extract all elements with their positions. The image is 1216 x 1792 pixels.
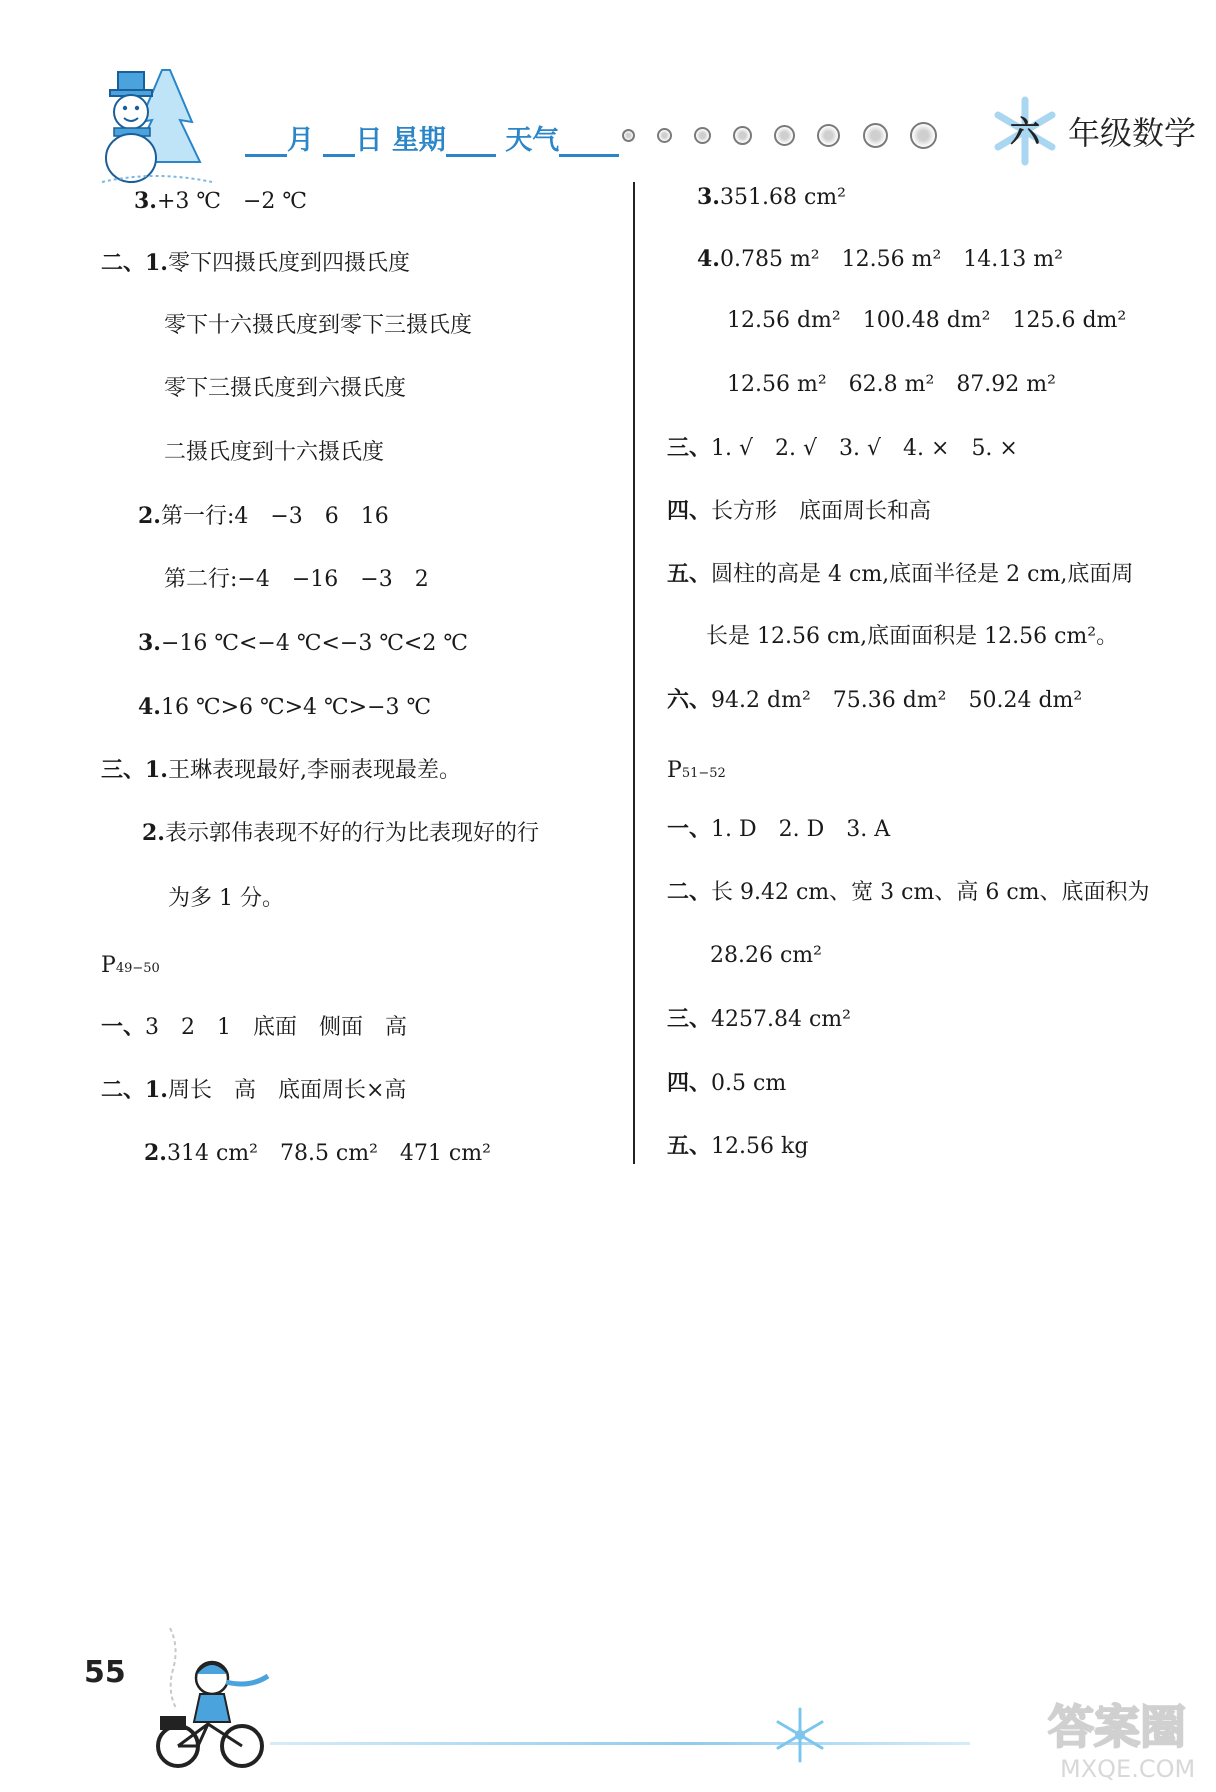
decorative-dots xyxy=(622,122,954,146)
answer-line: 五、圆柱的高是 4 cm,底面半径是 2 cm,底面周 xyxy=(667,561,1134,587)
answer-line: 四、长方形 底面周长和高 xyxy=(667,498,932,524)
weather-label: 天气 xyxy=(505,125,560,156)
answer-line: 3.351.68 cm² xyxy=(697,184,846,210)
answer-line: 四、0.5 cm xyxy=(667,1070,787,1096)
snowman-tree-illustration xyxy=(100,62,215,192)
answer-line: 六、94.2 dm² 75.36 dm² 50.24 dm² xyxy=(667,687,1083,713)
answer-line: 三、1.王琳表现最好,李丽表现最差。 xyxy=(101,757,461,783)
date-weather-fields xyxy=(245,118,580,158)
snowflake-icon xyxy=(770,1705,830,1765)
answer-line: 二、1.周长 高 底面周长×高 xyxy=(101,1077,407,1103)
answer-line: 二、长 9.42 cm、宽 3 cm、高 6 cm、底面积为 xyxy=(667,879,1150,905)
answer-line: 2.表示郭伟表现不好的行为比表现好的行 xyxy=(142,820,539,846)
answer-line: 为多 1 分。 xyxy=(168,886,284,911)
answer-line: 2.314 cm² 78.5 cm² 471 cm² xyxy=(144,1140,491,1166)
answer-line: 12.56 dm² 100.48 dm² 125.6 dm² xyxy=(727,308,1127,333)
answer-line: 零下十六摄氏度到零下三摄氏度 xyxy=(164,313,473,338)
page-number: 55 xyxy=(84,1655,126,1690)
page-range-label: P49−50 xyxy=(101,953,160,978)
answer-line: 二摄氏度到十六摄氏度 xyxy=(164,440,385,465)
day-label: 日 xyxy=(355,125,383,156)
answer-line: 4.16 ℃>6 ℃>4 ℃>−3 ℃ xyxy=(138,694,432,720)
answer-line: 零下三摄氏度到六摄氏度 xyxy=(164,376,407,401)
answer-line: 三、4257.84 cm² xyxy=(667,1006,851,1032)
answer-line: 12.56 m² 62.8 m² 87.92 m² xyxy=(727,372,1056,397)
svg-text:答案圈: 答案圈 xyxy=(1048,1700,1186,1754)
answer-line: 五、12.56 kg xyxy=(667,1133,809,1159)
answer-line: 二、1.零下四摄氏度到四摄氏度 xyxy=(101,250,410,276)
answer-line: 第二行:−4 −16 −3 2 xyxy=(164,567,429,592)
answer-line: 三、1. √ 2. √ 3. √ 4. × 5. × xyxy=(667,435,1018,461)
column-divider xyxy=(633,182,635,1164)
weekday-label: 星期 xyxy=(391,125,446,156)
answer-line: 一、1. D 2. D 3. A xyxy=(667,816,891,842)
answer-line: 4.0.785 m² 12.56 m² 14.13 m² xyxy=(697,246,1063,272)
answer-line: 一、3 2 1 底面 侧面 高 xyxy=(101,1014,408,1040)
answer-line: 长是 12.56 cm,底面面积是 12.56 cm²。 xyxy=(706,624,1119,649)
answer-line: 3.−16 ℃<−4 ℃<−3 ℃<2 ℃ xyxy=(138,630,468,656)
answer-line: 2.第一行:4 −3 6 16 xyxy=(138,503,389,529)
grade-char: 六 xyxy=(1010,115,1040,150)
month-label: 月 xyxy=(287,125,314,156)
girl-on-bicycle-illustration xyxy=(150,1618,275,1773)
page-range-label: P51−52 xyxy=(667,758,726,783)
answer-line: 3.+3 ℃ −2 ℃ xyxy=(134,188,308,214)
footer-decorative-line xyxy=(270,1742,970,1745)
watermark-logo xyxy=(1040,1685,1215,1785)
svg-text:MXQE.COM: MXQE.COM xyxy=(1060,1755,1196,1783)
answer-line: 28.26 cm² xyxy=(710,943,822,968)
snowflake-badge-icon xyxy=(990,96,1060,166)
grade-title: 年级数学 xyxy=(1068,114,1197,152)
